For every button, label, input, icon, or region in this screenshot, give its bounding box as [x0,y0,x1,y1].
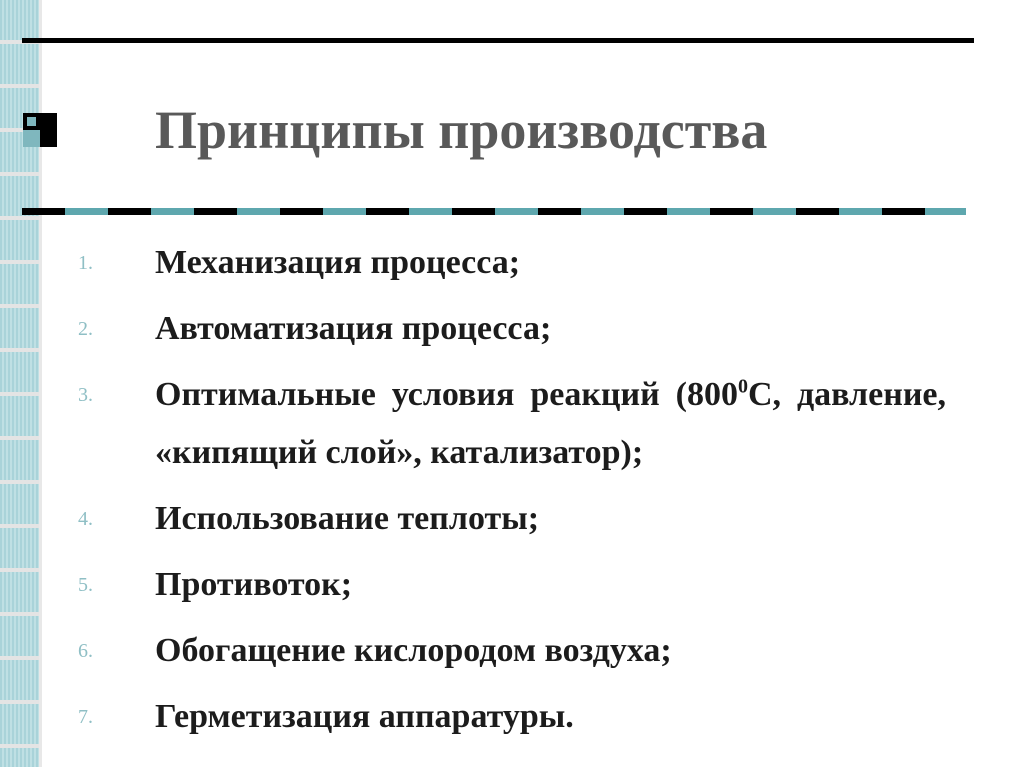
list-item-text [155,366,946,482]
list-item [78,366,946,482]
list-number: 3. [78,384,93,406]
list-item-text: Противоток; [155,566,353,603]
list-item-text-part: Оптимальные условия реакций (800 [155,376,738,413]
list-item-text: Механизация процесса; [155,244,521,281]
list-item-text: Обогащение кислородом воздуха; [155,632,672,669]
list-item-text: Использование теплоты; [155,500,540,537]
list-number: 2. [78,318,93,340]
slide-title: Принципы производства [155,100,768,160]
list-item-text-part: С, давление, «кипящий слой», катализатор); [155,376,946,471]
list-item [78,234,946,292]
title-bullet-icon [23,113,57,147]
list-item [78,490,946,548]
list-item [78,622,946,680]
list-number: 7. [78,706,93,728]
list-item [78,688,946,746]
list-item [78,300,946,358]
dashed-divider [22,208,966,215]
list-item-text: Герметизация аппаратуры. [155,698,574,735]
top-rule [22,38,974,43]
list-item [78,556,946,614]
list-number: 1. [78,252,93,274]
list-number: 4. [78,508,93,530]
principles-list [78,234,946,754]
list-number: 6. [78,640,93,662]
degree-superscript: 0 [737,375,748,398]
list-number: 5. [78,574,93,596]
list-item-text: Автоматизация процесса; [155,310,552,347]
